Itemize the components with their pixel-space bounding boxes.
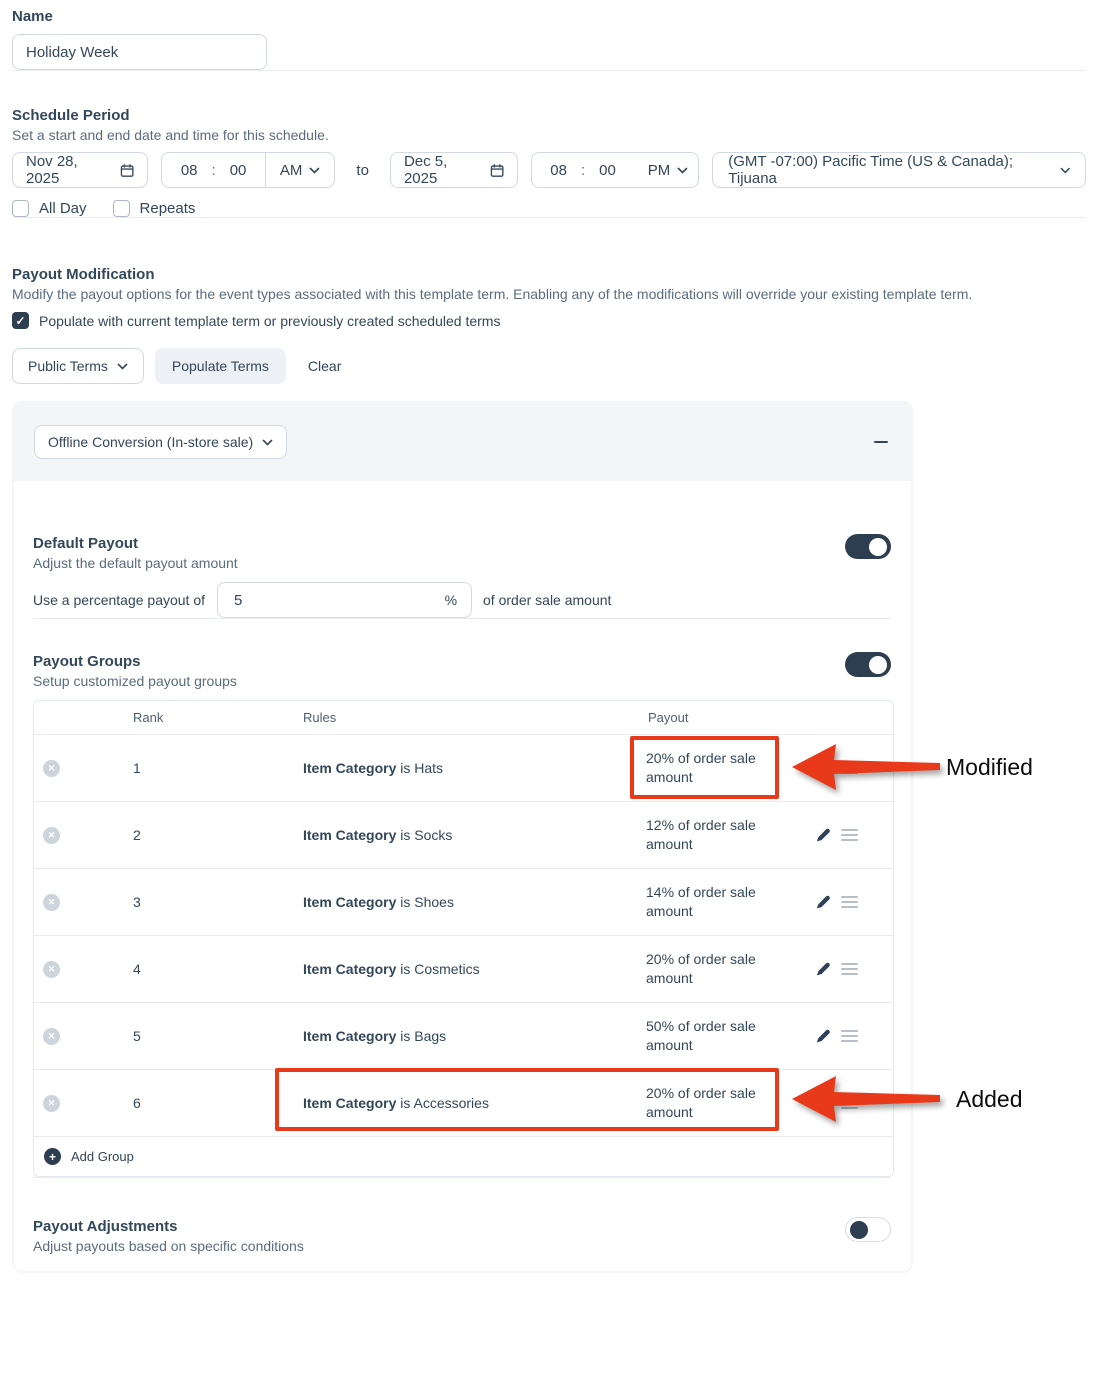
start-time-picker [161, 152, 335, 188]
group-rule [274, 894, 646, 910]
plus-circle-icon: + [44, 1148, 61, 1165]
group-rule-rest: is Cosmetics [400, 961, 480, 977]
group-rule [274, 1028, 646, 1044]
event-type-select[interactable] [34, 425, 287, 459]
percentage-payout-suffix: of order sale amount [483, 592, 612, 608]
divider [12, 70, 1086, 71]
time-colon: : [211, 161, 216, 179]
drag-handle-icon[interactable] [841, 1030, 858, 1042]
group-rule [274, 760, 646, 776]
payout-adjustments-section [33, 1178, 891, 1255]
group-payout: 50% of order sale amount [646, 1018, 756, 1053]
group-rank: 6 [133, 1095, 141, 1111]
payout-adjustments-title: Payout Adjustments [33, 1218, 178, 1235]
group-rule-rest: is Socks [400, 827, 453, 843]
payout-modification-title: Payout Modification [12, 266, 155, 283]
populate-checkbox-label: Populate with current template term or previously created scheduled terms [39, 312, 501, 329]
group-payout: 14% of order sale amount [646, 884, 756, 919]
timezone-select[interactable] [712, 152, 1086, 188]
schedule-options-row [12, 200, 1086, 217]
timezone-value: (GMT -07:00) Pacific Time (US & Canada); Tijuana [728, 153, 1014, 187]
group-rule-field: Item Category [303, 1028, 397, 1044]
payout-groups-section [33, 619, 1033, 1178]
populate-terms-button[interactable]: Populate Terms [155, 348, 286, 384]
remove-group-icon[interactable]: ✕ [43, 827, 60, 844]
edit-pencil-icon[interactable] [815, 827, 831, 843]
payout-groups-description: Setup customized payout groups [33, 673, 237, 689]
calendar-icon [120, 163, 134, 178]
remove-group-icon[interactable]: ✕ [43, 894, 60, 911]
calendar-icon [490, 163, 504, 178]
edit-pencil-icon[interactable] [815, 760, 831, 776]
payout-groups-rows [34, 734, 893, 1136]
schedule-form-page [0, 7, 1098, 1273]
group-rule-rest: is Bags [400, 1028, 447, 1044]
group-payout: 20% of order sale amount [646, 1085, 756, 1120]
group-rule-rest: is Accessories [400, 1095, 489, 1111]
group-rule-rest: is Shoes [400, 894, 454, 910]
terms-dropdown-label: Public Terms [28, 358, 108, 374]
start-date-picker[interactable] [12, 152, 148, 188]
drag-handle-icon[interactable] [841, 1097, 858, 1109]
edit-pencil-icon[interactable] [815, 961, 831, 977]
group-rule-field: Item Category [303, 827, 397, 843]
group-rank: 1 [133, 760, 141, 776]
schedule-period-title: Schedule Period [12, 107, 130, 124]
group-rule [274, 827, 646, 843]
group-payout: 12% of order sale amount [646, 817, 756, 852]
end-minute-input[interactable]: 00 [599, 161, 616, 179]
schedule-period-controls [12, 152, 1086, 188]
event-panel-body [14, 481, 1033, 1271]
remove-group-icon[interactable]: ✕ [43, 760, 60, 777]
group-rule [274, 961, 646, 977]
edit-pencil-icon[interactable] [815, 894, 831, 910]
payout-adjustments-toggle[interactable] [845, 1217, 891, 1242]
event-type-value: Offline Conversion (In-store sale) [48, 434, 254, 450]
terms-actions-row [12, 348, 1086, 384]
column-header-payout: Payout [648, 710, 689, 725]
group-rule-field: Item Category [303, 760, 397, 776]
remove-group-icon[interactable]: ✕ [43, 1028, 60, 1045]
group-rule-rest: is Hats [400, 760, 444, 776]
payout-modification-description: Modify the payout options for the event types associated with this template term. Enabling any of the modifications will override your existing template term. [12, 286, 973, 302]
clear-button[interactable]: Clear [298, 348, 351, 384]
column-header-rank: Rank [133, 710, 164, 725]
drag-handle-icon[interactable] [841, 963, 858, 975]
payout-group-row [34, 935, 893, 1002]
payout-adjustments-description: Adjust payouts based on specific conditions [33, 1238, 304, 1254]
default-payout-description: Adjust the default payout amount [33, 555, 238, 571]
group-rule-field: Item Category [303, 1095, 397, 1111]
add-group-button[interactable] [34, 1136, 893, 1176]
edit-pencil-icon[interactable] [815, 1028, 831, 1044]
collapse-panel-icon[interactable] [873, 434, 889, 450]
repeats-checkbox[interactable] [113, 200, 130, 217]
group-rank: 2 [133, 827, 141, 843]
end-hour-input[interactable]: 08 [550, 161, 567, 179]
remove-group-icon[interactable]: ✕ [43, 961, 60, 978]
edit-pencil-icon[interactable] [815, 1095, 831, 1111]
modified-annotation-label: Modified [946, 754, 1033, 780]
default-payout-title: Default Payout [33, 535, 139, 552]
payout-groups-header-row [34, 701, 893, 734]
populate-option-row [12, 312, 1086, 329]
percentage-input-wrap [217, 582, 472, 618]
name-input[interactable] [12, 34, 267, 70]
group-rank: 3 [133, 894, 141, 910]
add-group-label: Add Group [71, 1149, 134, 1164]
added-annotation-label: Added [956, 1086, 1023, 1112]
terms-dropdown[interactable] [12, 348, 144, 384]
payout-groups-toggle[interactable] [845, 652, 891, 677]
start-hour-input[interactable]: 08 [180, 161, 198, 179]
default-payout-section [33, 481, 891, 619]
group-rule [274, 1095, 646, 1111]
start-minute-input[interactable]: 00 [229, 161, 247, 179]
group-rule-field: Item Category [303, 961, 397, 977]
drag-handle-icon[interactable] [841, 896, 858, 908]
event-type-panel [12, 401, 1033, 1273]
payout-group-row [34, 1069, 893, 1136]
chevron-down-icon [309, 167, 320, 174]
chevron-down-icon [1060, 167, 1071, 174]
payout-groups-table [33, 700, 894, 1177]
start-meridiem-value: AM [279, 161, 303, 179]
drag-handle-icon[interactable] [841, 829, 858, 841]
percentage-payout-prefix: Use a percentage payout of [33, 592, 206, 608]
all-day-checkbox[interactable] [12, 200, 29, 217]
column-header-rules: Rules [303, 710, 337, 725]
remove-group-icon[interactable]: ✕ [43, 1095, 60, 1112]
group-rank: 5 [133, 1028, 141, 1044]
payout-group-row [34, 1002, 893, 1069]
time-colon: : [580, 161, 586, 179]
all-day-label: All Day [39, 200, 87, 217]
payout-groups-title: Payout Groups [33, 653, 141, 670]
chevron-down-icon [117, 363, 128, 370]
end-time-picker [531, 152, 699, 188]
group-payout: 20% of order sale amount [646, 951, 756, 986]
drag-handle-icon[interactable] [841, 762, 858, 774]
percentage-input[interactable] [232, 591, 445, 610]
to-label: to [356, 161, 369, 179]
event-panel-header [14, 403, 911, 481]
group-rule-field: Item Category [303, 894, 397, 910]
chevron-down-icon [262, 439, 273, 446]
populate-checkbox[interactable] [12, 312, 29, 329]
start-meridiem-select[interactable] [266, 153, 335, 187]
repeats-label: Repeats [139, 200, 196, 217]
end-date-picker[interactable] [390, 152, 518, 188]
schedule-period-description: Set a start and end date and time for this schedule. [12, 127, 329, 143]
payout-group-row [34, 868, 893, 935]
group-rank: 4 [133, 961, 141, 977]
end-meridiem-value: PM [647, 161, 671, 179]
payout-group-row [34, 801, 893, 868]
default-payout-toggle[interactable] [845, 534, 891, 559]
percent-unit: % [444, 592, 458, 608]
name-label: Name [12, 8, 53, 25]
group-payout: 20% of order sale amount [646, 750, 756, 785]
start-date-value: Nov 28, 2025 [26, 153, 78, 187]
end-meridiem-select[interactable] [634, 153, 703, 187]
divider [12, 217, 1086, 218]
end-date-value: Dec 5, 2025 [403, 153, 448, 187]
payout-groups-table-wrap [33, 700, 1033, 1177]
chevron-down-icon [677, 167, 688, 174]
payout-group-row [34, 734, 893, 801]
